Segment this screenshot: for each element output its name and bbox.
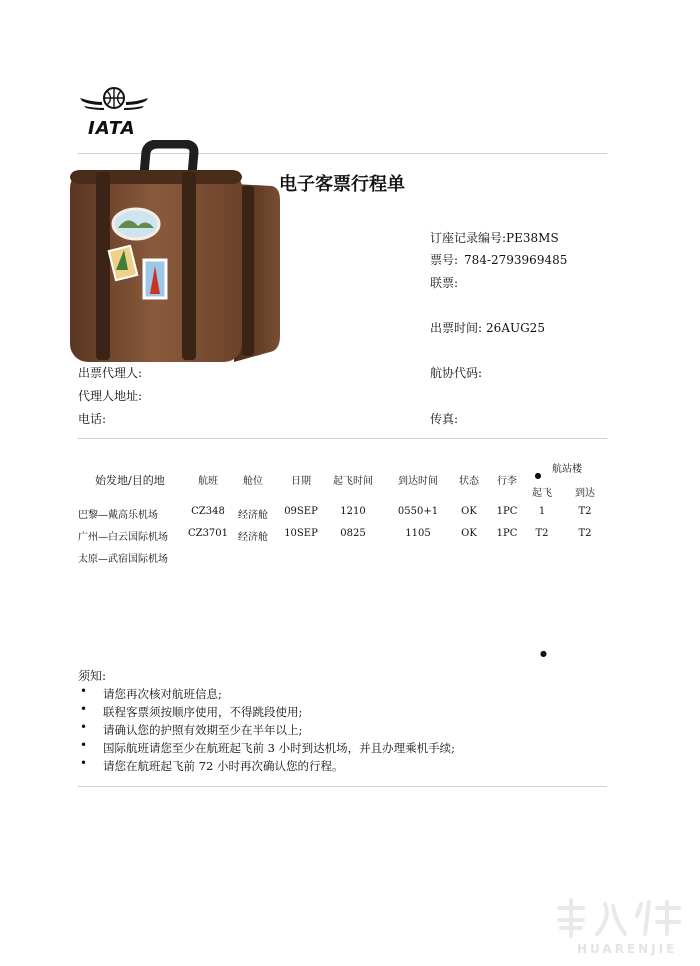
phone-label: 电话: <box>78 412 107 426</box>
header-baggage: 行李 <box>497 476 517 487</box>
header-cabin: 舱位 <box>243 476 263 487</box>
info-divider <box>78 438 607 439</box>
issuing-agent-label: 出票代理人: <box>78 366 143 380</box>
row-terminal-dep: T2 <box>535 528 549 539</box>
row-terminal-dep: 1 <box>538 506 546 517</box>
stray-dot: ● <box>540 649 547 658</box>
fax-label: 传真: <box>430 412 459 426</box>
row-cabin: 经济舱 <box>238 510 268 521</box>
notice-item: 请确认您的护照有效期至少在半年以上; <box>103 723 303 737</box>
row-route: 太原—武宿国际机场 <box>78 554 168 565</box>
row-date: 09SEP <box>284 506 318 517</box>
issue-time-label: 出票时间: <box>430 321 483 335</box>
header-route: 始发地/目的地 <box>95 474 165 487</box>
issue-time <box>430 319 545 336</box>
row-status: OK <box>461 506 477 517</box>
header-arr-time: 到达时间 <box>398 476 438 487</box>
header-date: 日期 <box>291 476 311 487</box>
row-dep: 0825 <box>340 528 366 539</box>
bullet-dot: • <box>80 720 88 734</box>
row-flight: CZ348 <box>191 506 225 517</box>
conjunction-ticket-label: 联票: <box>430 276 459 290</box>
header-terminal-dep: 起飞 <box>532 488 552 499</box>
ticket-number-label: 票号: <box>430 253 459 267</box>
bullet-dot: • <box>80 702 88 716</box>
iata-logo-text: IATA <box>88 118 136 139</box>
notice-item: 请您在航班起飞前 72 小时再次确认您的行程。 <box>103 759 344 773</box>
header-status: 状态 <box>459 476 479 487</box>
row-baggage: 1PC <box>496 528 518 539</box>
conjunction-ticket <box>430 274 458 291</box>
row-status: OK <box>461 528 477 539</box>
notice-title: 须知: <box>78 669 107 683</box>
header-flight: 航班 <box>198 476 218 487</box>
row-route: 广州—白云国际机场 <box>78 532 168 543</box>
ticket-number-value: 784-2793969485 <box>464 253 568 267</box>
row-cabin: 经济舱 <box>238 532 268 543</box>
header-dep-time: 起飞时间 <box>333 476 373 487</box>
booking-record <box>430 229 559 246</box>
footer-divider <box>78 786 607 787</box>
booking-record-label: 订座记录编号: <box>430 231 507 245</box>
row-route: 巴黎—戴高乐机场 <box>78 510 158 521</box>
issue-time-value: 26AUG25 <box>486 321 545 335</box>
huarenjie-logo <box>553 898 693 960</box>
iata-logo <box>78 86 150 139</box>
bullet-dot: • <box>80 684 88 698</box>
row-baggage: 1PC <box>496 506 518 517</box>
bullet-dot: • <box>80 738 88 752</box>
row-arr: 0550+1 <box>397 506 439 517</box>
row-date: 10SEP <box>284 528 318 539</box>
notice-item: 国际航班请您至少在航班起飞前 3 小时到达机场，并且办理乘机手续; <box>103 741 455 755</box>
terminal-dot: ● <box>534 471 542 480</box>
notice-item: 请您再次核对航班信息; <box>103 687 222 701</box>
row-terminal-arr: T2 <box>578 506 592 517</box>
document-title: 电子客票行程单 <box>279 174 405 195</box>
notice-item: 联程客票须按顺序使用，不得跳段使用; <box>103 705 303 719</box>
suitcase-icon <box>66 140 282 364</box>
row-arr: 1105 <box>405 528 431 539</box>
iata-code-label: 航协代码: <box>430 366 483 380</box>
bullet-dot: • <box>80 756 88 770</box>
booking-record-value: PE38MS <box>506 231 559 245</box>
row-flight: CZ3701 <box>187 528 229 539</box>
row-terminal-arr: T2 <box>578 528 592 539</box>
agent-address-label: 代理人地址: <box>78 389 143 403</box>
watermark-text: HUARENJIE <box>577 942 678 956</box>
ticket-number <box>430 251 567 268</box>
header-terminal-arr: 到达 <box>575 488 595 499</box>
header-terminal: 航站楼 <box>552 464 582 475</box>
row-dep: 1210 <box>340 506 366 517</box>
